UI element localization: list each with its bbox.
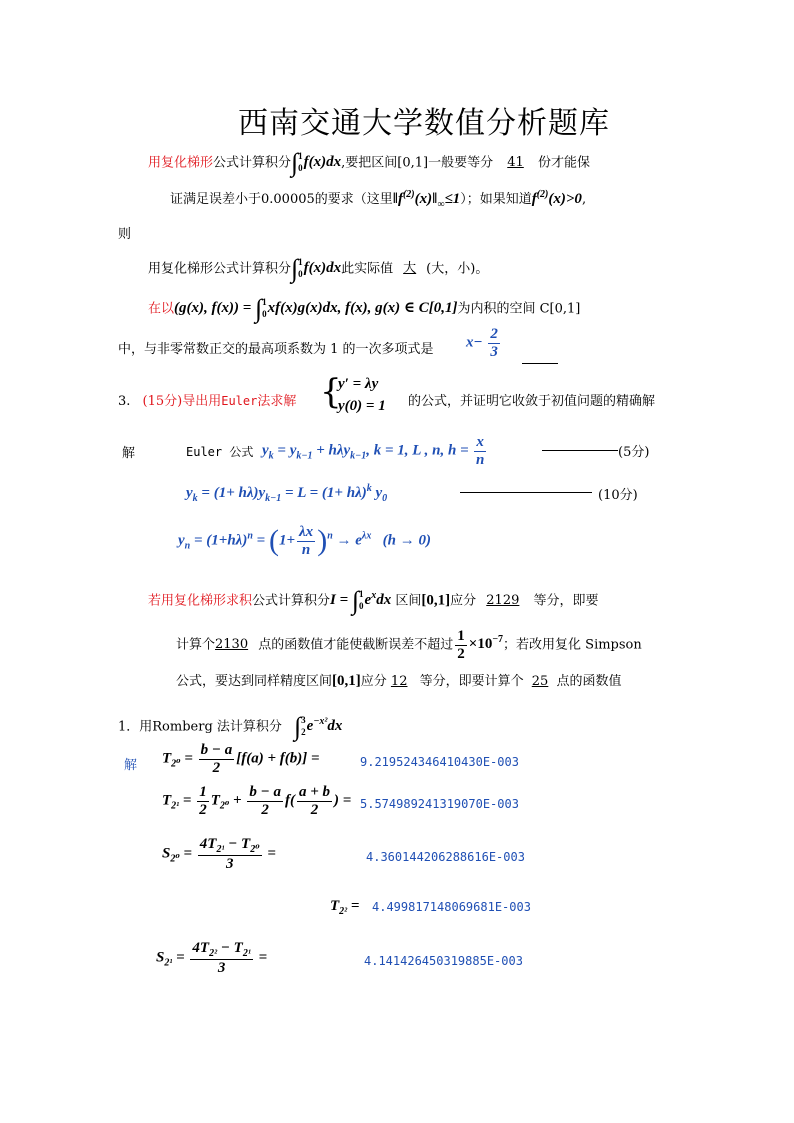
t-one-formula: $T_{2^1}$ = $\frac{1}{2}$ $T_{2^0}$ + $\frac{b - a}{2}$ f( $\frac{a + b}{2}$ ) = <box>162 784 352 818</box>
text: 公式计算积分 <box>252 593 331 609</box>
s-one-formula: $S_{2^1}$ = $\frac{4T_{2^2} - T_{2^1}}{3}$ = <box>156 940 268 976</box>
red-lead: 用复化梯形 <box>148 155 214 171</box>
integral-formula: I = ∫ 1 0 $e^xdx$ <box>330 586 392 615</box>
red-lead: 在以 <box>148 301 175 317</box>
t-zero-formula: $T_{2^0}$ = $\frac{b - a}{2}$ [f(a) + f(b)] = <box>162 742 320 776</box>
red-text: 法求解 <box>257 394 297 409</box>
text: ）；如果知道 <box>460 192 532 207</box>
question-3-heading <box>118 390 296 409</box>
score-5: (5分) <box>618 445 650 460</box>
paragraph-2-line-1 <box>148 294 580 324</box>
romberg-value: 5.574989241319070E-003 <box>360 797 519 811</box>
answer-blank: 41 <box>507 155 524 171</box>
score-10: (10分) <box>598 488 638 503</box>
paragraph-4-line-1: 若用复化梯形求积公式计算积分I = ∫ 1 0 $e^xdx$ 区间[0,1]应分 2129 等分，即要 <box>148 586 599 615</box>
norm-condition: $‖f^{(2)}(x)‖_\infty\le 1$ <box>392 189 461 210</box>
text: ,要把区间[0,1]一般要等分 <box>341 155 494 171</box>
answer-underline <box>522 363 558 364</box>
euler-formula: $y_k = y_{k-1} + h\lambda y_{k-1}$, k = 1, L , n, h = $\frac{x}{n}$ <box>262 434 485 468</box>
ode-equation: y′ = λy <box>338 376 379 392</box>
romberg-value: 4.141426450319885E-003 <box>364 954 523 968</box>
answer-blank: 25 <box>531 674 549 689</box>
text: 计算个 <box>176 637 216 653</box>
text: 点的函数值 <box>556 674 622 689</box>
text: 区间 <box>395 593 422 609</box>
recursion-formula: $y_k = (1+ h\lambda)y_{k-1} = L = (1+ h\lambda)^k$ $y_0$ <box>186 483 388 504</box>
paragraph-4-line-3: 公式，要达到同样精度区间[0,1]应分 12 等分，即要计算个 25 点的函数值 <box>176 673 622 689</box>
error-bound: $\frac{1}{2}$ $\times 10^{-7}$ <box>457 628 504 662</box>
text: 为内积的空间 C[0,1] <box>457 301 581 317</box>
answer-blank: 12 <box>390 674 408 689</box>
text: 用复化梯形公式计算积分 <box>148 261 292 277</box>
red-text: Euler <box>221 394 258 408</box>
polynomial-answer: x− $\frac{2}{3}$ <box>466 326 498 360</box>
text: (大，小)。 <box>426 261 489 277</box>
paragraph-1-line-2: 证满足误差小于0.00005的要求（这里$‖f^{(2)}(x)‖_\infty\le 1$）；如果知道$f^{(2)}(x)>0$, <box>170 189 587 210</box>
romberg-value: 4.360144206288616E-003 <box>366 850 525 864</box>
paragraph-1-line-1 <box>148 148 590 178</box>
answer-blank: 2129 <box>486 593 520 609</box>
text: 证满足误差小于0.00005的要求（这里 <box>170 192 393 207</box>
s-zero-formula: $S_{2^0}$ = $\frac{4T_{2^1} - T_{2^0}}{3}$ = <box>162 836 276 872</box>
score-leader <box>460 492 592 493</box>
page-title: 西南交通大学数值分析题库 <box>238 107 610 140</box>
initial-condition: y(0) = 1 <box>338 398 386 414</box>
euler-label: Euler 公式 <box>186 445 254 459</box>
t-two-formula: $T_{2^2}$ = <box>330 898 360 917</box>
text: ；若改用复化 Simpson <box>503 637 642 653</box>
question-3-text: 的公式，并证明它收敛于初值问题的精确解 <box>408 394 656 409</box>
text: 公式计算积分 <box>213 155 292 171</box>
paragraph-1-line-4 <box>148 254 488 284</box>
system-brace: { <box>320 372 342 412</box>
text: 公式，要达到同样精度区间 <box>176 674 333 689</box>
paragraph-4-line-2 <box>176 628 642 662</box>
red-text: (15分)导出用 <box>142 394 222 409</box>
romberg-heading <box>118 712 342 742</box>
text: 中，与非零常数正交的最高项系数为 1 的一次多项式是 <box>118 342 434 357</box>
text: 此实际值 <box>341 261 394 277</box>
score-leader <box>542 450 618 451</box>
limit-formula: $y_n = (1+h\lambda)^n = (1+$ $\frac{\lambda x}{n}$ )$^n \to e^{\lambda x}$ (h → 0) <box>178 524 431 558</box>
question-number: 3. <box>118 394 131 409</box>
red-lead: 若用复化梯形求积 <box>148 593 253 609</box>
solution-label: 解 <box>122 446 136 461</box>
inner-product-formula: (g(x), f(x)) = ∫ 1 0 xf(x)g(x)dx, f(x), g(x) ∈ C[0,1] <box>174 294 458 323</box>
solution-label: 解 <box>124 758 138 773</box>
text: 份才能保 <box>537 155 590 171</box>
romberg-value: 4.499817148069681E-003 <box>372 900 531 914</box>
text: 等分，即要 <box>533 593 599 609</box>
text: 应分 <box>450 593 477 609</box>
romberg-value: 9.219524346410430E-003 <box>360 755 519 769</box>
text: 点的函数值才能使截断误差不超过 <box>258 637 454 653</box>
romberg-integral: ∫ 3 2 $e^{-x^2}dx$ <box>294 712 343 741</box>
text: 等分，即要计算个 <box>419 674 524 689</box>
answer-blank: 大 <box>403 261 417 277</box>
integral-formula: ∫ 1 0 f(x)dx <box>291 148 342 177</box>
paragraph-2-line-2 <box>118 338 434 357</box>
text: 1．用Romberg 法计算积分 <box>118 719 282 735</box>
text: 应分 <box>360 674 387 689</box>
integral-formula: ∫ 1 0 f(x)dx <box>291 254 342 283</box>
answer-blank: 2130 <box>215 637 249 653</box>
paragraph-1-line-3: 则 <box>118 227 132 242</box>
derivative-condition: $f^{(2)}(x)>0$ <box>531 189 582 207</box>
